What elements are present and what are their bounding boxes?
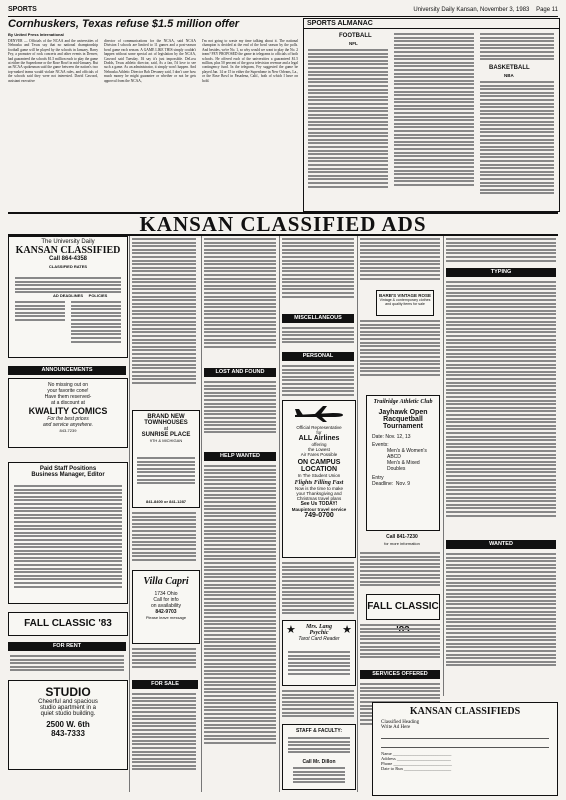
airlines-line7: ON CAMPUS [297,459,341,466]
rate-box-title: KANSAN CLASSIFIED [15,245,121,256]
staffing-body [288,737,350,755]
studio-line1: Cheerful and spacious [38,699,98,705]
nfl-heading: NFL [349,41,358,46]
col4-listings-top [282,238,354,299]
townhouses-line1: BRAND NEW [147,414,185,420]
column-rule [443,236,444,696]
villa-line4: Please leave message [145,615,187,620]
col5-listings-top [360,238,440,281]
column-rule [279,236,280,792]
for-rent-listings [10,655,124,673]
racquetball-date-row: Date: Nov. 12, 13 [372,434,411,440]
racquetball-phone: Call 841-7230 [386,534,418,540]
col4-listings-mid [282,562,354,616]
col2-listings-top [132,238,196,385]
airlines-phone: 749-0700 [304,512,334,519]
wanted-listings [446,553,556,668]
rate-box-phone: Call 864-4358 [48,256,88,262]
running-head [8,6,558,17]
racquetball-brand: Trailridge Athletic Club [373,399,433,405]
kwality-line2: your favorite cone! [47,388,89,394]
barbs-line2: Vintage & contemporary clothes [379,298,431,302]
studio-address: 2500 W. 6th [46,720,90,729]
studio-title: STUDIO [45,685,91,699]
col5-listings-bottom [360,624,440,660]
kwality-name: KWALITY COMICS [28,406,108,416]
section-personal: PERSONAL [282,352,354,361]
paid-staff-ad [8,462,128,604]
psychic-ad [282,620,356,686]
staffing-contact [293,767,345,785]
section-miscellaneous: MISCELLANEOUS [282,314,354,323]
column-rule [201,236,202,792]
paid-staff-body [14,485,122,589]
psychic-line1: Mrs. Lang [305,624,332,630]
villa-name: Villa Capri [143,576,189,587]
football-standings [308,49,388,189]
sports-almanac [303,18,560,212]
col4-listings-low [282,690,354,719]
airlines-line5: the Lowest [308,447,330,452]
racquetball-entry-label: Entry [372,475,384,481]
section-typing: TYPING [446,268,556,277]
townhouses-line5: 9TH & MICHIGAN [149,438,183,443]
kwality-phone: 843-7239 [59,428,77,433]
townhouses-phone: 841-8400 or 841-1287 [145,499,187,504]
airlines-agency: Maupintour travel service [291,507,347,512]
kwality-comics-ad [8,378,128,448]
townhouses-line3: at [163,426,169,432]
racquetball-event3: Men's & Mixed [387,460,420,466]
airlines-line12: your Thanksgiving and [296,491,342,496]
byline: By United Press International [8,32,64,37]
racquetball-events-label: Events: [372,442,389,448]
deadlines-table [15,301,65,323]
studio-line3: quiet studio building. [40,711,96,717]
airlines-line11: Now is the time to make [294,486,344,491]
airlines-line14: See Us TODAY! [300,501,338,507]
football-standings-2 [394,33,474,188]
airlines-line2: for [316,430,322,435]
order-phone-field[interactable]: Phone __________________________ [381,761,452,766]
typing-listings [446,281,556,518]
section-wanted: WANTED [446,540,556,549]
airlines-line3: ALL Airlines [298,435,340,442]
kwality-line4: at a discount at [51,400,85,406]
nba-results [480,81,554,196]
airplane-icon [293,405,345,423]
almanac-title: SPORTS ALMANAC [304,19,559,29]
villa-capri-ad [132,570,200,644]
basketball-heading: BASKETBALL [489,65,530,71]
story-column-1: DENVER — Officials of the NCAA and the universities of Nebraska and Texas say that no national championship football game will be played by the schools in January. Barry Fey, a promoter of rock concerts and other events in Denver, had guaranteed the schools $1.5 million each to play the game at either the Superdome or the Rose Bowl in mid-January. But an NCAA spokesman said the game between the nation's two top-ranked teams would violate NCAA rules, and officials of the schools said they were not interested. David Cawood, assistant executive [8,39,98,83]
fall-classic-ad-1 [8,612,128,636]
airlines-line8: LOCATION [300,466,338,473]
psychic-body [288,651,350,676]
airlines-line1: Official Representative [296,425,342,430]
racquetball-ad [366,395,440,531]
racquetball-deadline-row: Deadline: Nov. 9 [372,481,411,487]
section-for-sale: FOR SALE [132,680,198,689]
townhouses-body [137,457,195,486]
deadlines-title: AD DEADLINES [52,293,83,298]
all-airlines-ad [282,400,356,558]
racquetball-event4: Doubles [387,466,406,472]
racquetball-line3: Tournament [383,423,423,430]
staffing-line2: Call Mr. Dillon [302,759,336,765]
townhouses-ad [132,410,200,508]
col5-listings-mid [360,320,440,378]
col2-listings-mid [132,512,196,562]
order-date-field[interactable]: Date to Run _____________________ [381,766,452,771]
for-sale-listings [132,693,196,772]
racquetball-line1: Jayhawk Open [378,409,428,416]
racquetball-info: for more information [384,541,420,546]
football-heading: FOOTBALL [339,33,372,39]
fall-classic-text-2: FALL CLASSIC [367,601,439,612]
barbs-vintage-ad [376,290,434,316]
order-form-write-label: Write Ad Here [381,725,411,730]
rate-box-paper: The University Daily [41,239,95,245]
col2-listings-low [132,648,196,670]
classified-rates-box [8,236,128,358]
airlines-line9: In The Student Union [297,473,341,478]
paid-staff-title: Paid Staff Positions [39,466,97,472]
section-for-rent: FOR RENT [8,642,126,651]
fall-classic-ad-2 [366,594,440,620]
order-form-title: KANSAN CLASSIFIEDS [409,706,521,717]
staffing-ad [282,724,356,790]
townhouses-line4: SUNRISE PLACE [141,432,191,438]
barbs-line3: and quality items for sale [385,302,425,306]
classified-order-form[interactable] [372,702,558,796]
airlines-line13: Christmas travel plans [296,496,342,501]
story-column-2: director of communications for the NCAA, said NCAA Division I schools are limited to 11 games and a post-season bowl game each season. A GAME LIKE THIS simply couldn't happen without some special act of legislation by the NCAA, Cawood said Tuesday. I'd say it's just impossible. DeLoss Dodds, Texas athletic director, said, As a fan, I'd love to see such a game. As an administrator, it simply won't happen. And Nebraska Athletic Director Bob Devaney said, I don't care how much money he might guarantee or whether or not he gets approval from the NCAA, [104,39,196,83]
airlines-line6: Air Fares Possible [300,452,338,457]
col3-listings-top [204,238,276,349]
villa-line3: on availability [150,603,182,609]
ad-text-line-1[interactable] [381,733,549,739]
section-name: SPORTS [8,6,37,13]
lost-found-listings [204,381,276,435]
policies-title: POLICIES [88,293,108,298]
racquetball-event2: ABCD [387,454,401,460]
psychic-line3: Tarot Card Reader [298,636,340,642]
order-address-field[interactable]: Address ________________________ [381,756,451,761]
barbs-line1: BARB'S VINTAGE ROSE [379,293,431,298]
psychic-line2: Psychic [309,630,329,636]
fall-classic-text-1: FALL CLASSIC '83 [24,618,112,629]
col5-listings-low [360,552,440,588]
kwality-line6: and service anywhere. [42,422,94,428]
section-announcements: ANNOUNCEMENTS [8,366,126,375]
villa-address: 1734 Ohio [154,591,178,597]
section-help-wanted: HELP WANTED [204,452,276,461]
story-column-3: I'm not going to waste my time talking about it. The national champion is decided at the end of the bowl season by the polls. And besides, we're No. 1, so why would we want to play the No. 2 team? FEY PROPOSED the game in telegrams to officials of both schools. He offered each of the universities a guaranteed $1.5 million, plus 50 percent of the gross television revenue and a legal contingency fund. In the telegram, Fey suggested the game be played Jan. 14 or 15 in either the Superdome in New Orleans, La., or the Rose Bowl in Pasadena, Calif., both of which I have on hold. [202,39,298,83]
paid-staff-subtitle: Business Manager, Editor [31,472,105,478]
star-icon-2: ★ [342,624,352,636]
personal-listings [282,365,354,397]
ad-text-line-2[interactable] [381,742,549,748]
airlines-line10: Flights Filling Fast [294,480,344,486]
basketball-text [480,33,554,62]
order-form-heading-label: Classified Heading [381,720,420,725]
studio-phone: 843-7333 [51,729,85,738]
col6-listings-top [446,238,556,263]
policies-text [71,301,121,344]
studio-line2: studio apartment in a [39,705,97,711]
kwality-line5: For the best prices [47,416,89,422]
paper-dateline: University Daily Kansan, November 3, 1983 Page 11 [413,7,558,13]
classifieds-banner: KANSAN CLASSIFIED ADS [8,212,558,236]
rates-title: CLASSIFIED RATES [48,264,88,269]
kwality-line3: Have them reserved- [44,394,92,400]
column-rule [129,236,130,792]
order-name-field[interactable]: Name __________________________ [381,751,452,756]
help-wanted-listings [204,465,276,745]
villa-phone: 842-9703 [155,609,177,615]
villa-line2: Call for info [153,597,179,603]
nba-heading: NBA [504,73,514,78]
misc-listings [282,327,354,345]
section-services-offered: SERVICES OFFERED [360,670,440,679]
townhouses-line2: TOWNHOUSES [144,420,188,426]
studio-ad [8,680,128,770]
staffing-line1: STAFF & FACULTY: [295,728,343,734]
racquetball-event1: Men's & Women's [387,448,427,454]
airlines-line4: offering [311,442,327,447]
kwality-line1: No missing out on [47,382,89,388]
star-icon: ★ [286,624,296,636]
section-lost-found: LOST AND FOUND [204,368,276,377]
column-rule [357,236,358,792]
lead-headline: Cornhuskers, Texas refuse $1.5 million offer [8,18,240,30]
racquetball-line2: Racquetball [383,416,423,423]
